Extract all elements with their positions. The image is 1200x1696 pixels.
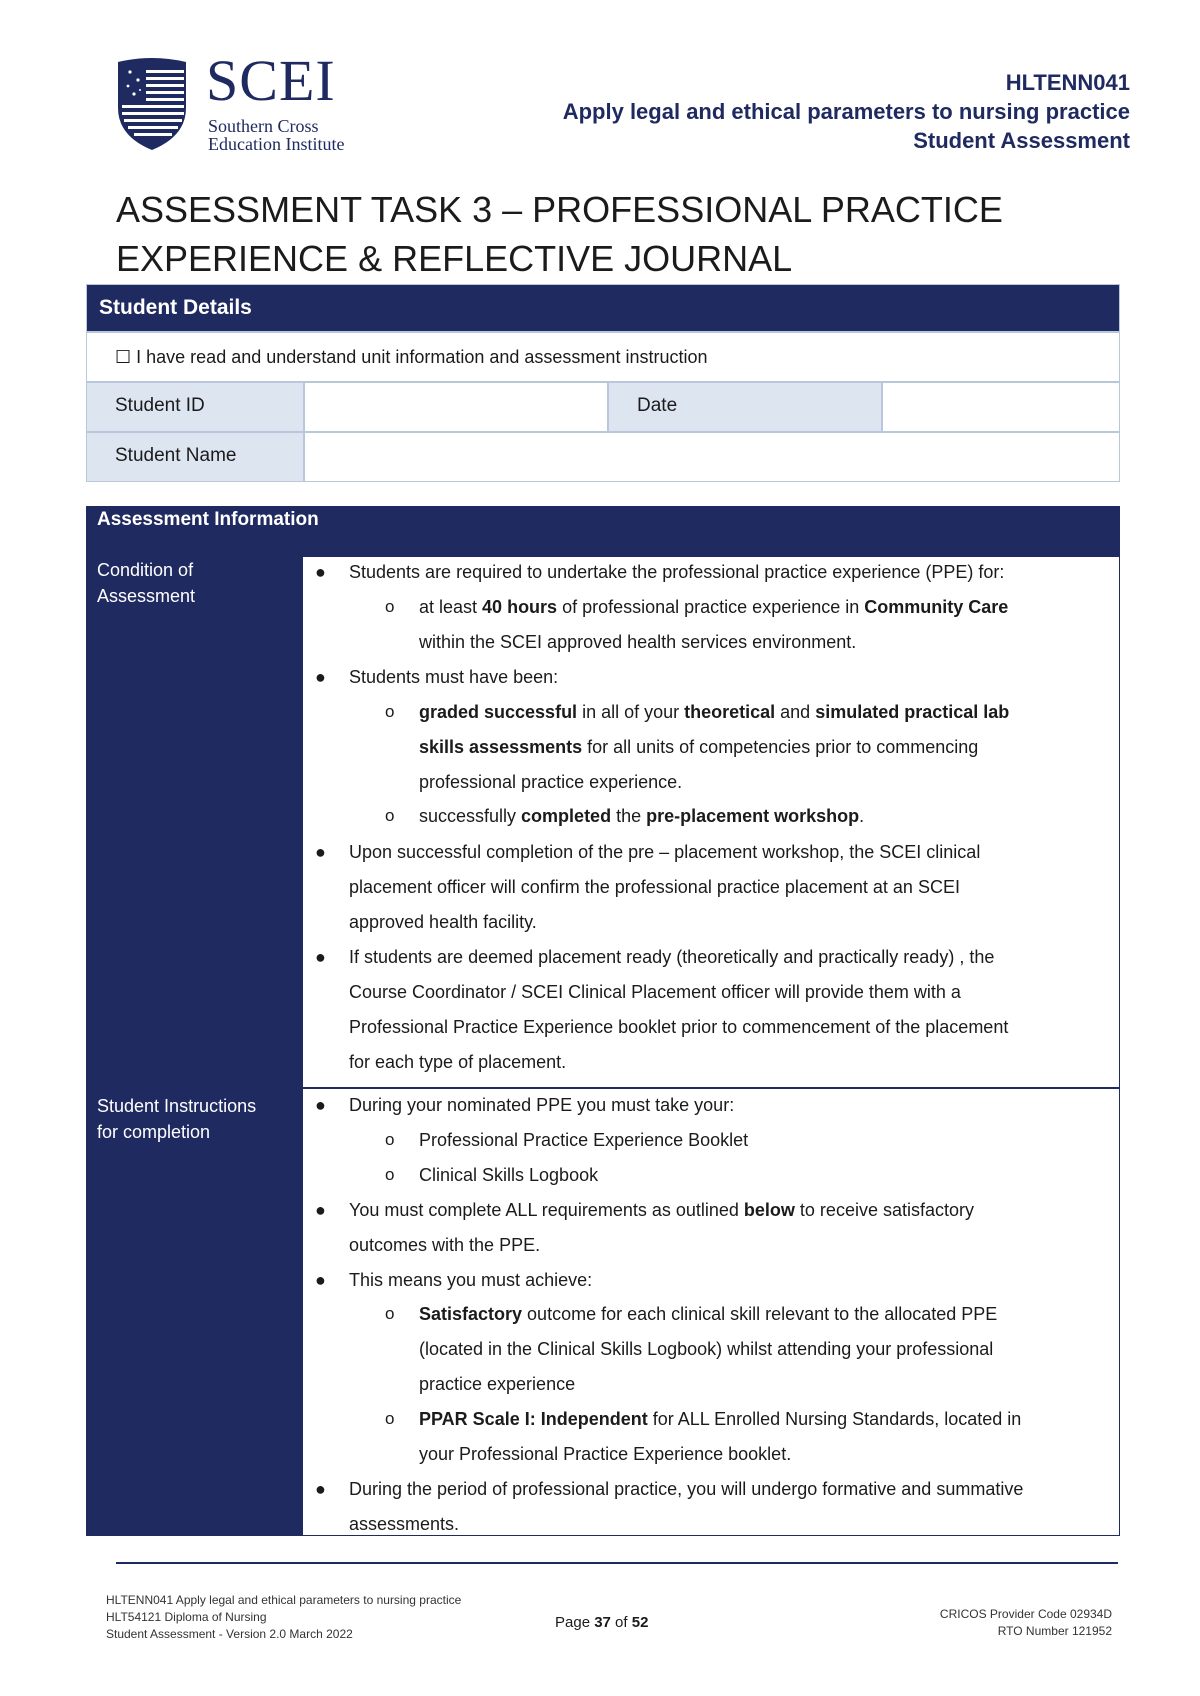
list-item-continuation: professional practice experience. xyxy=(419,772,683,792)
sub-bullet-icon: o xyxy=(385,1130,395,1149)
assessment-information-heading: Assessment Information xyxy=(87,507,1119,557)
list-item: Professional Practice Experience Booklet xyxy=(419,1130,749,1150)
list-item-continuation: (located in the Clinical Skills Logbook) whilst attending your professional xyxy=(419,1339,994,1359)
sub-bullet-icon: o xyxy=(385,1304,395,1323)
sub-bullet-icon: o xyxy=(385,806,395,825)
list-item: Satisfactory outcome for each clinical skill relevant to the allocated PPE xyxy=(419,1304,998,1324)
student-name-field[interactable] xyxy=(305,433,1119,481)
student-id-row xyxy=(87,381,1119,431)
page-title: ASSESSMENT TASK 3 – PROFESSIONAL PRACTICE EXPERIENCE & REFLECTIVE JOURNAL xyxy=(116,189,1003,279)
list-item-continuation: approved health facility. xyxy=(349,912,537,932)
list-item-continuation: placement officer will confirm the professional practice placement at an SCEI xyxy=(349,877,960,897)
sub-bullet-icon: o xyxy=(385,1409,395,1428)
student-instructions-label: Student Instructions for completion xyxy=(97,1096,257,1142)
assessment-information-table xyxy=(86,506,1120,1536)
list-item-continuation: skills assessments for all units of competencies prior to commencing xyxy=(419,737,979,757)
footer-right: CRICOS Provider Code 02934D RTO Number 121952 xyxy=(939,1607,1112,1638)
list-item: Upon successful completion of the pre – placement workshop, the SCEI clinical xyxy=(349,842,981,862)
sub-bullet-icon: o xyxy=(385,1165,395,1184)
list-item: During the period of professional practice, you will undergo formative and summative xyxy=(349,1479,1024,1499)
bullet-icon: ● xyxy=(315,1200,326,1220)
list-item-continuation: practice experience xyxy=(419,1374,576,1394)
list-item-continuation: Professional Practice Experience booklet prior to commencement of the placement xyxy=(349,1017,1009,1037)
acknowledgement-checkbox[interactable]: ☐ I have read and understand unit information and assessment instruction xyxy=(87,331,1119,381)
student-details-heading: Student Details xyxy=(87,285,1119,331)
student-name-label: Student Name xyxy=(87,433,303,481)
bullet-icon: ● xyxy=(315,1095,326,1115)
sub-bullet-icon: o xyxy=(385,702,395,721)
student-id-label: Student ID xyxy=(87,383,303,431)
page-header xyxy=(563,68,1130,155)
bullet-icon: ● xyxy=(315,667,326,687)
list-item-continuation: for each type of placement. xyxy=(349,1052,567,1072)
bullet-icon: ● xyxy=(315,1479,326,1499)
page-number: Page 37 of 52 xyxy=(555,1614,649,1631)
scei-shield-icon xyxy=(116,56,188,152)
brand-full-name: Southern Cross Education Institute xyxy=(208,116,345,154)
label-column xyxy=(87,557,303,1535)
list-item-continuation: within the SCEI approved health services environment. xyxy=(419,632,857,652)
scei-logo xyxy=(116,48,378,154)
list-item: If students are deemed placement ready (theoretically and practically ready) , the xyxy=(349,947,995,967)
list-item-continuation: assessments. xyxy=(349,1514,460,1534)
list-item: You must complete ALL requirements as outlined below to receive satisfactory xyxy=(349,1200,974,1220)
bullet-icon: ● xyxy=(315,562,326,582)
unit-code: HLTENN041 xyxy=(1005,70,1130,95)
list-item-continuation: Course Coordinator / SCEI Clinical Placement officer will provide them with a xyxy=(349,982,961,1002)
sub-bullet-icon: o xyxy=(385,597,395,616)
unit-title: Apply legal and ethical parameters to nursing practice xyxy=(562,99,1130,124)
student-name-row xyxy=(87,431,1119,481)
list-item: Clinical Skills Logbook xyxy=(419,1165,599,1185)
footer-divider xyxy=(116,1562,1118,1564)
bullet-icon: ● xyxy=(315,1270,326,1290)
student-details-table xyxy=(86,284,1120,482)
footer-left: HLTENN041 Apply legal and ethical parameters to nursing practice HLT54121 Diploma of Nursing Student Assessment - Version 2.0 March 2022 xyxy=(106,1593,462,1641)
bullet-icon: ● xyxy=(315,842,326,862)
list-item: graded successful in all of your theoretical and simulated practical lab xyxy=(419,702,1010,722)
date-label: Date xyxy=(609,383,881,431)
list-item: successfully completed the pre-placement workshop. xyxy=(419,806,865,826)
doc-type: Student Assessment xyxy=(913,128,1130,153)
student-id-field[interactable] xyxy=(305,383,607,431)
list-item: PPAR Scale I: Independent for ALL Enrolled Nursing Standards, located in xyxy=(419,1409,1022,1429)
list-item: at least 40 hours of professional practice experience in Community Care xyxy=(419,597,1009,617)
condition-of-assessment-label: Condition of Assessment xyxy=(97,560,196,606)
list-item-continuation: your Professional Practice Experience booklet. xyxy=(419,1444,792,1464)
section-divider xyxy=(303,1087,1119,1089)
list-item: This means you must achieve: xyxy=(349,1270,593,1290)
list-item-continuation: outcomes with the PPE. xyxy=(349,1235,541,1255)
list-item: Students are required to undertake the professional practice experience (PPE) for: xyxy=(349,562,1005,582)
brand-name: SCEI xyxy=(206,48,336,113)
date-field[interactable] xyxy=(883,383,1119,431)
bullet-icon: ● xyxy=(315,947,326,967)
list-item: During your nominated PPE you must take your: xyxy=(349,1095,735,1115)
list-item: Students must have been: xyxy=(349,667,559,687)
